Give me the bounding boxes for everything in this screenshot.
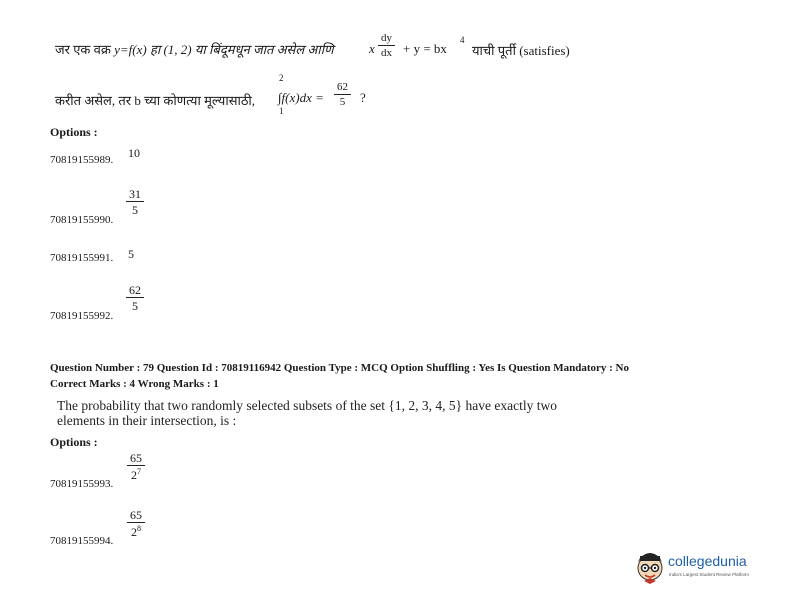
q78-dy: dy [378, 33, 395, 46]
option-den [131, 466, 141, 481]
option-id: 70819155991. [50, 252, 114, 264]
option-den [131, 523, 141, 538]
q78-question-mark: ? [360, 90, 366, 105]
option-id: 70819155990. [50, 214, 114, 226]
option-fraction [126, 284, 144, 312]
option-num: 65 [127, 452, 145, 466]
q79-meta-line2: Correct Marks : 4 Wrong Marks : 1 [50, 378, 219, 390]
q78-line1-eq: y=f(x) हा (1, 2) या बिंदूमधून जात असेल आणि [114, 42, 334, 57]
q78-line1 [55, 40, 333, 58]
q78-x: x [369, 41, 375, 56]
option-den: 5 [132, 299, 138, 313]
option-fraction [127, 452, 145, 481]
q78-options-label: Options : [50, 125, 98, 139]
q78-result-fraction [334, 82, 351, 108]
option-den-base: 2 [131, 525, 137, 539]
option-id: 70819155989. [50, 154, 114, 166]
q78-exp4: 4 [460, 35, 465, 45]
q78-line1-pre: जर एक वक्र [55, 42, 111, 57]
option-den-exp: 7 [137, 467, 141, 476]
option-den-base: 2 [131, 468, 137, 482]
option-value: 5 [128, 247, 134, 261]
q78-dx: dx [381, 47, 392, 59]
q78-line2-pre: करीत असेल, तर b च्या कोणत्या मूल्यासाठी, [55, 93, 256, 108]
integral-lower-limit: 1 [279, 106, 284, 116]
option-den: 5 [132, 203, 138, 217]
mascot-icon [634, 548, 666, 584]
option-num: 65 [127, 509, 145, 523]
q79-text-line1: The probability that two randomly selected subsets of the set {1, 2, 3, 4, 5} have exactly two [57, 398, 557, 413]
option-id: 70819155992. [50, 310, 114, 322]
q78-line1-post: याची पूर्ती (satisfies) [472, 43, 570, 58]
q79-meta-line1: Question Number : 79 Question Id : 70819116942 Question Type : MCQ Option Shuffling : Yes Is Question Mandatory : No [50, 362, 629, 374]
q78-integral: ∫f(x)dx = [278, 90, 324, 105]
option-id: 70819155993. [50, 478, 114, 490]
option-value: 10 [128, 146, 140, 160]
option-fraction [127, 509, 145, 538]
q78-dy-dx-fraction [378, 33, 395, 59]
q79-text-line2: elements in their intersection, is : [57, 413, 237, 428]
option-num: 31 [126, 188, 144, 202]
option-den-exp: 8 [137, 524, 141, 533]
option-id: 70819155994. [50, 535, 114, 547]
q79-options-label: Options : [50, 435, 98, 449]
option-fraction [126, 188, 144, 216]
collegedunia-logo [634, 545, 764, 587]
q78-result-den: 5 [339, 96, 346, 108]
q78-result-num: 62 [334, 82, 351, 95]
option-num: 62 [126, 284, 144, 298]
integral-upper-limit: 2 [279, 73, 284, 83]
logo-tagline: India's Largest Student Review Platform [669, 572, 749, 577]
q78-line1-mid: + y = bx [403, 41, 447, 56]
logo-name: collegedunia [668, 553, 747, 569]
